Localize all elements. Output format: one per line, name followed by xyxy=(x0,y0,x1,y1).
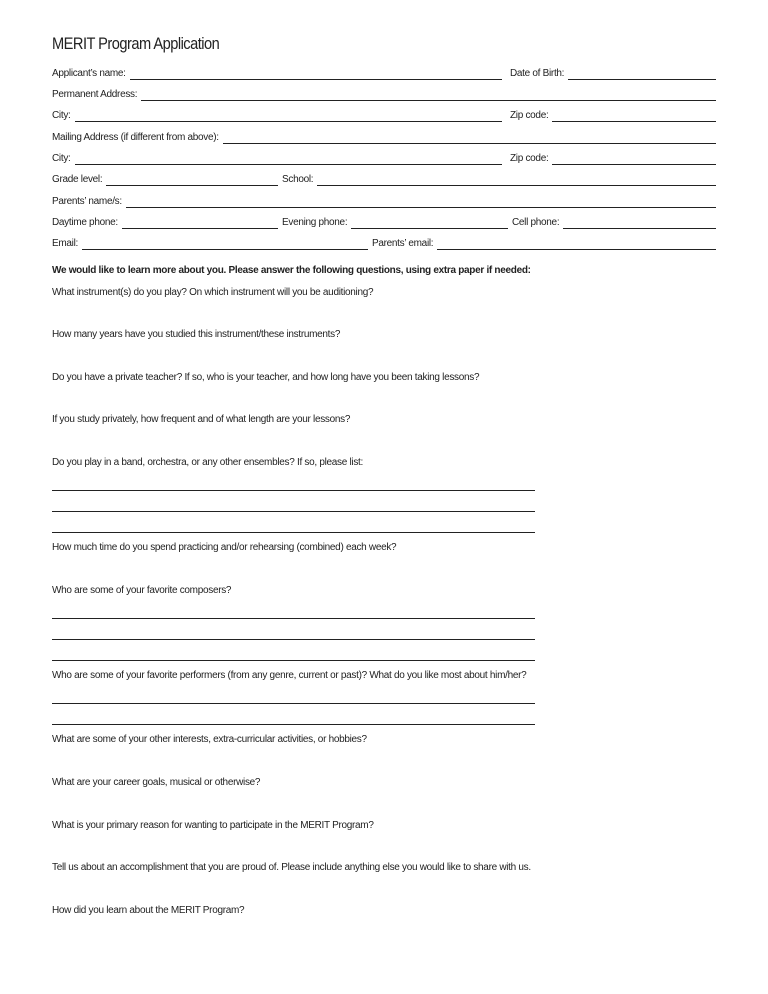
row-grade-school xyxy=(52,172,716,186)
email-label: Email: xyxy=(52,238,78,249)
answer-line[interactable] xyxy=(52,511,535,512)
mailing-zip-label: Zip code: xyxy=(510,153,549,164)
permanent-address-field[interactable] xyxy=(141,91,716,101)
parents-email-label: Parents’ email: xyxy=(372,238,434,249)
school-label: School: xyxy=(282,174,314,185)
question-2: How many years have you studied this instrument/these instruments? xyxy=(52,329,341,340)
question-8: Who are some of your favorite performers (from any genre, current or past)? What do you like most about him/her? xyxy=(52,670,527,681)
question-1: What instrument(s) do you play? On which instrument will you be auditioning? xyxy=(52,287,374,298)
row-applicant xyxy=(52,66,716,80)
row-email xyxy=(52,236,716,250)
page-title: MERIT Program Application xyxy=(52,34,220,53)
school-field[interactable] xyxy=(317,176,716,186)
mailing-address-label: Mailing Address (if different from above): xyxy=(52,132,219,143)
question-3: Do you have a private teacher? If so, who is your teacher, and how long have you been taking lessons? xyxy=(52,372,480,383)
row-parents xyxy=(52,194,716,208)
question-13: How did you learn about the MERIT Program? xyxy=(52,905,245,916)
evening-phone-label: Evening phone: xyxy=(282,217,348,228)
row-mailing-address xyxy=(52,130,716,144)
cell-phone-label: Cell phone: xyxy=(512,217,560,228)
question-7: Who are some of your favorite composers? xyxy=(52,585,232,596)
question-5: Do you play in a band, orchestra, or any other ensembles? If so, please list: xyxy=(52,457,363,468)
grade-field[interactable] xyxy=(106,176,278,186)
dob-label: Date of Birth: xyxy=(510,68,565,79)
parents-email-field[interactable] xyxy=(437,240,716,250)
applicant-name-label: Applicant’s name: xyxy=(52,68,126,79)
parents-label: Parents’ name/s: xyxy=(52,196,122,207)
answer-line[interactable] xyxy=(52,724,535,725)
answer-line[interactable] xyxy=(52,490,535,491)
evening-phone-field[interactable] xyxy=(351,219,508,229)
question-10: What are your career goals, musical or otherwise? xyxy=(52,777,261,788)
row-permanent-address xyxy=(52,87,716,101)
intro-text: We would like to learn more about you. Please answer the following questions, using extra paper if needed: xyxy=(52,265,531,276)
question-12: Tell us about an accomplishment that you are proud of. Please include anything else you would like to share with us. xyxy=(52,862,531,873)
zip-label: Zip code: xyxy=(510,110,549,121)
row-phones xyxy=(52,215,716,229)
mailing-city-field[interactable] xyxy=(75,155,502,165)
city-label: City: xyxy=(52,110,71,121)
zip-field[interactable] xyxy=(552,112,716,122)
daytime-phone-field[interactable] xyxy=(122,219,278,229)
answer-line[interactable] xyxy=(52,639,535,640)
mailing-address-field[interactable] xyxy=(223,134,716,144)
mailing-zip-field[interactable] xyxy=(552,155,716,165)
question-9: What are some of your other interests, extra-curricular activities, or hobbies? xyxy=(52,734,367,745)
answer-line[interactable] xyxy=(52,532,535,533)
city-field[interactable] xyxy=(75,112,502,122)
applicant-name-field[interactable] xyxy=(130,70,502,80)
mailing-city-label: City: xyxy=(52,153,71,164)
cell-phone-field[interactable] xyxy=(563,219,716,229)
answer-line[interactable] xyxy=(52,660,535,661)
grade-label: Grade level: xyxy=(52,174,103,185)
question-6: How much time do you spend practicing and/or rehearsing (combined) each week? xyxy=(52,542,397,553)
email-field[interactable] xyxy=(82,240,368,250)
daytime-phone-label: Daytime phone: xyxy=(52,217,118,228)
answer-line[interactable] xyxy=(52,618,535,619)
row-city-1 xyxy=(52,108,716,122)
question-4: If you study privately, how frequent and of what length are your lessons? xyxy=(52,414,351,425)
permanent-address-label: Permanent Address: xyxy=(52,89,138,100)
parents-field[interactable] xyxy=(126,198,716,208)
dob-field[interactable] xyxy=(568,70,716,80)
answer-line[interactable] xyxy=(52,703,535,704)
row-city-2 xyxy=(52,151,716,165)
question-11: What is your primary reason for wanting to participate in the MERIT Program? xyxy=(52,820,374,831)
